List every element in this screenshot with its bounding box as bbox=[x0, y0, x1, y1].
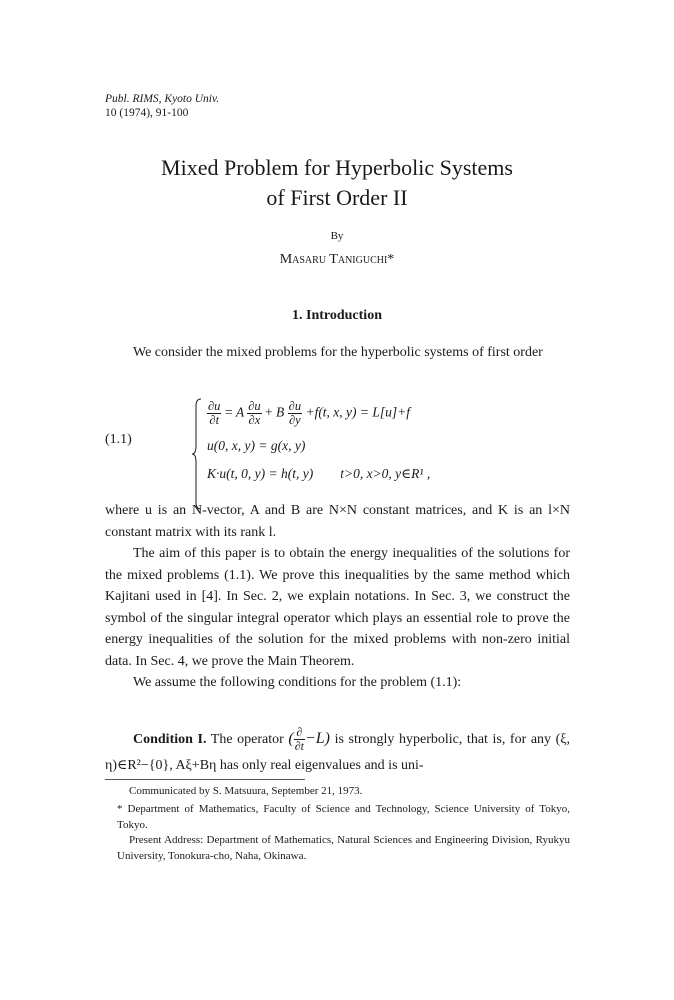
partial-u-partial-t: $\frac{\partial u}{\partial t}$ bbox=[208, 399, 221, 427]
footnote-rule bbox=[105, 779, 305, 780]
condition-label: Condition I. bbox=[133, 732, 207, 748]
paper-title-line-1: Mixed Problem for Hyperbolic Systems bbox=[161, 155, 513, 180]
footnote-communicated: Communicated by S. Matsuura, September 21, 1973. bbox=[129, 785, 363, 797]
intro-paragraph: We consider the mixed problems for the hyperbolic systems of first order bbox=[133, 345, 543, 360]
journal-name: Publ. RIMS, Kyoto Univ. bbox=[105, 93, 220, 105]
partial-u-partial-y: $\frac{\partial u}{\partial y}$ bbox=[288, 399, 302, 427]
journal-header bbox=[105, 92, 219, 120]
equation-line-1-rhs: +f(t, x, y) = L[u]+f bbox=[305, 404, 411, 420]
byline-by: By bbox=[330, 230, 344, 242]
body-paragraph-3: We assume the following conditions for the problem (1.1): bbox=[133, 675, 462, 690]
body-text bbox=[105, 500, 570, 694]
operator-expression: ( $\frac{\partial}{\partial t}$ −L) bbox=[288, 725, 330, 753]
paper-title-line-2: of First Order II bbox=[266, 185, 408, 210]
footnote-present-address: Present Address: Department of Mathematics, Natural Sciences and Engineering Division, Ryukyu University, Tonokura-cho, Naha, Okinawa. bbox=[117, 834, 570, 862]
body-paragraph-2: The aim of this paper is to obtain the energy inequalities of the solutions for the mixed problems (1.1). We prove this inequalities by the same method which Kajitani used in [4]. In Sec. 2, we explain notations. In Sec. 3, we construct the symbol of the singular integral operator which plays an essential role to prove the energy inequalities of the solution for the mixed problems with non-zero initial data. In Sec. 4, we prove the Main Theorem. bbox=[105, 546, 570, 669]
footnote-affiliation: * Department of Mathematics, Faculty of Science and Technology, Science University of Tokyo, Tokyo. bbox=[117, 803, 570, 831]
partial-u-partial-x: $\frac{\partial u}{\partial x}$ bbox=[248, 399, 261, 427]
condition-text-before: The operator bbox=[210, 732, 284, 748]
left-brace-icon bbox=[192, 398, 202, 510]
condition-one bbox=[105, 726, 570, 779]
equation-line-1: $\frac{\partial u}{\partial t}$ = A $\frac{\partial u}{\partial x}$ + B $\frac{\partial u}{\partial y}$ +f(t, x, y) = L[u]+f bbox=[208, 399, 411, 427]
body-paragraph-1: where u is an N-vector, A and B are N×N constant matrices, and K is an l×N constant matrix with its rank l. bbox=[105, 503, 570, 540]
section-heading: 1. Introduction bbox=[292, 308, 382, 323]
equation-label: (1.1) bbox=[105, 432, 132, 447]
condition-text-after: is strongly hyperbolic, that is, for any (ξ, η)∈R²−{0}, Aξ+Bη has only real eigenvalues and is uni- bbox=[105, 732, 571, 774]
volume-line: 10 (1974), 91-100 bbox=[105, 107, 189, 119]
equation-line-2: u(0, x, y) = g(x, y) bbox=[207, 438, 306, 453]
equation-line-3: K·u(t, 0, y) = h(t, y) t>0, x>0, y∈R¹ , bbox=[207, 466, 431, 481]
author-name: Masaru Taniguchi* bbox=[279, 252, 395, 267]
